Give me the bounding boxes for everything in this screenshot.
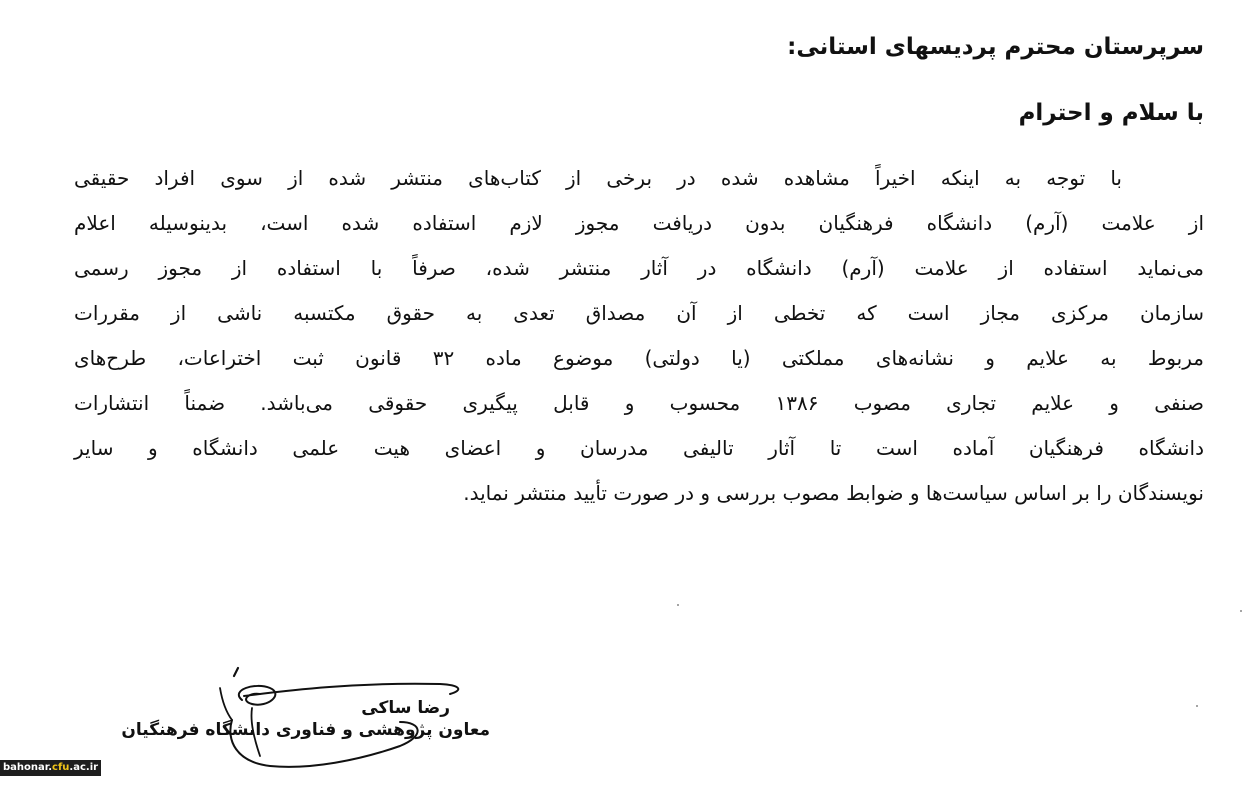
body-line: مربوط به علایم و نشانه‌های مملکتی (یا دولتی) موضوع ماده ۳۲ قانون ثبت اختراعات، طرح‌های [74, 346, 1204, 370]
body-line: از علامت (آرم) دانشگاه فرهنگیان بدون دریافت مجوز لازم استفاده شده است، بدینوسیله اعلام [74, 211, 1204, 235]
scan-speck [1240, 610, 1242, 612]
scan-speck [1196, 705, 1198, 707]
body-line: نویسندگان را بر اساس سیاست‌ها و ضوابط مصوب بررسی و در صورت تأیید منتشر نماید. [463, 481, 1204, 505]
body-line: می‌نماید استفاده از علامت (آرم) دانشگاه در آثار منتشر شده، صرفاً با استفاده از مجوز رسمی [74, 256, 1204, 280]
watermark-prefix: bahonar. [2, 762, 53, 773]
signature-block [110, 660, 510, 780]
body-line: با توجه به اینکه اخیراً مشاهده شده در برخی از کتاب‌های منتشر شده از سوی افراد حقیقی [74, 166, 1122, 190]
body-line: دانشگاه فرهنگیان آماده است تا آثار تالیفی مدرسان و اعضای هیت علمی دانشگاه و سایر [74, 436, 1204, 460]
body-line: صنفی و علایم تجاری مصوب ۱۳۸۶ محسوب و قابل پیگیری حقوقی می‌باشد. ضمناً انتشارات [74, 391, 1205, 415]
letter-salutation: سرپرستان محترم پردیسهای استانی: [787, 34, 1204, 60]
site-watermark [0, 760, 101, 776]
letter-greeting: با سلام و احترام [1018, 100, 1204, 126]
letter-body [74, 156, 1204, 516]
signatory-name: رضا ساکی [361, 698, 450, 718]
watermark-suffix: .ac.ir [69, 762, 99, 773]
watermark-accent: cfu [52, 762, 70, 773]
body-line: سازمان مرکزی مجاز است که تخطی از آن مصداق تعدی به حقوق مکتسبه ناشی از مقررات [74, 301, 1204, 325]
scan-speck [677, 604, 679, 606]
signatory-title: معاون پژوهشی و فناوری دانشگاه فرهنگیان [121, 720, 490, 740]
